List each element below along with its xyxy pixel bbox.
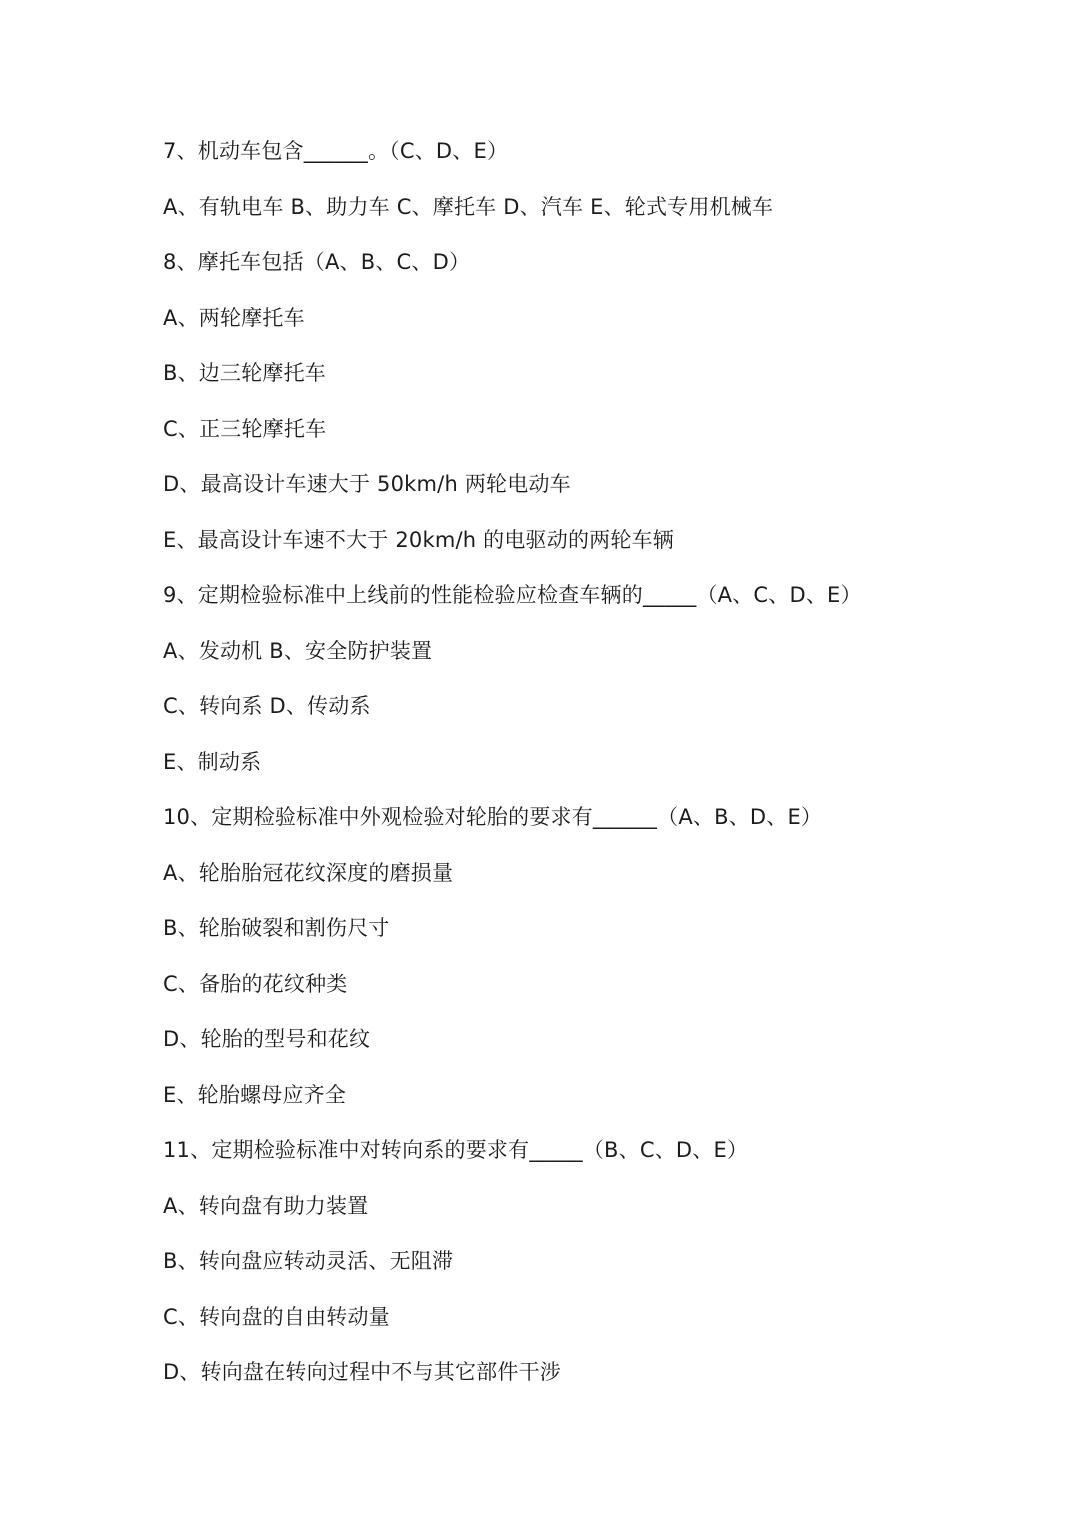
question-11-option-b: B、转向盘应转动灵活、无阻滞 [163,1249,454,1273]
question-11-option-d: D、转向盘在转向过程中不与其它部件干涉 [163,1360,561,1384]
question-8-option-e: E、最高设计车速不大于 20km/h 的电驱动的两轮车辆 [163,527,674,552]
question-9-option-e: E、制动系 [163,749,262,774]
question-10-option-c: C、备胎的花纹种类 [163,971,348,996]
question-9-options-ab: A、发动机 B、安全防护装置 [163,638,433,663]
question-8: 8、摩托车包括（A、B、C、D） [163,250,471,274]
question-8-option-c: C、正三轮摩托车 [163,416,327,441]
question-7: 7、机动车包含______。（C、D、E） [163,139,509,163]
question-9: 9、定期检验标准中上线前的性能检验应检查车辆的_____（A、C、D、E） [163,583,862,607]
document-content [163,128,1033,1405]
question-10-option-b: B、轮胎破裂和割伤尺寸 [163,916,390,940]
question-10-option-a: A、轮胎胎冠花纹深度的磨损量 [163,860,454,885]
question-11-option-a: A、转向盘有助力装置 [163,1193,369,1218]
question-8-option-d: D、最高设计车速大于 50km/h 两轮电动车 [163,472,571,496]
question-9-options-cd: C、转向系 D、传动系 [163,694,371,718]
question-11-option-c: C、转向盘的自由转动量 [163,1304,390,1329]
question-11: 11、定期检验标准中对转向系的要求有_____（B、C、D、E） [163,1138,749,1162]
question-10-option-d: D、轮胎的型号和花纹 [163,1027,371,1051]
question-10: 10、定期检验标准中外观检验对轮胎的要求有______（A、B、D、E） [163,805,823,829]
question-8-option-a: A、两轮摩托车 [163,305,305,330]
question-10-option-e: E、轮胎螺母应齐全 [163,1082,347,1107]
question-7-options: A、有轨电车 B、助力车 C、摩托车 D、汽车 E、轮式专用机械车 [163,194,774,219]
question-8-option-b: B、边三轮摩托车 [163,361,327,385]
